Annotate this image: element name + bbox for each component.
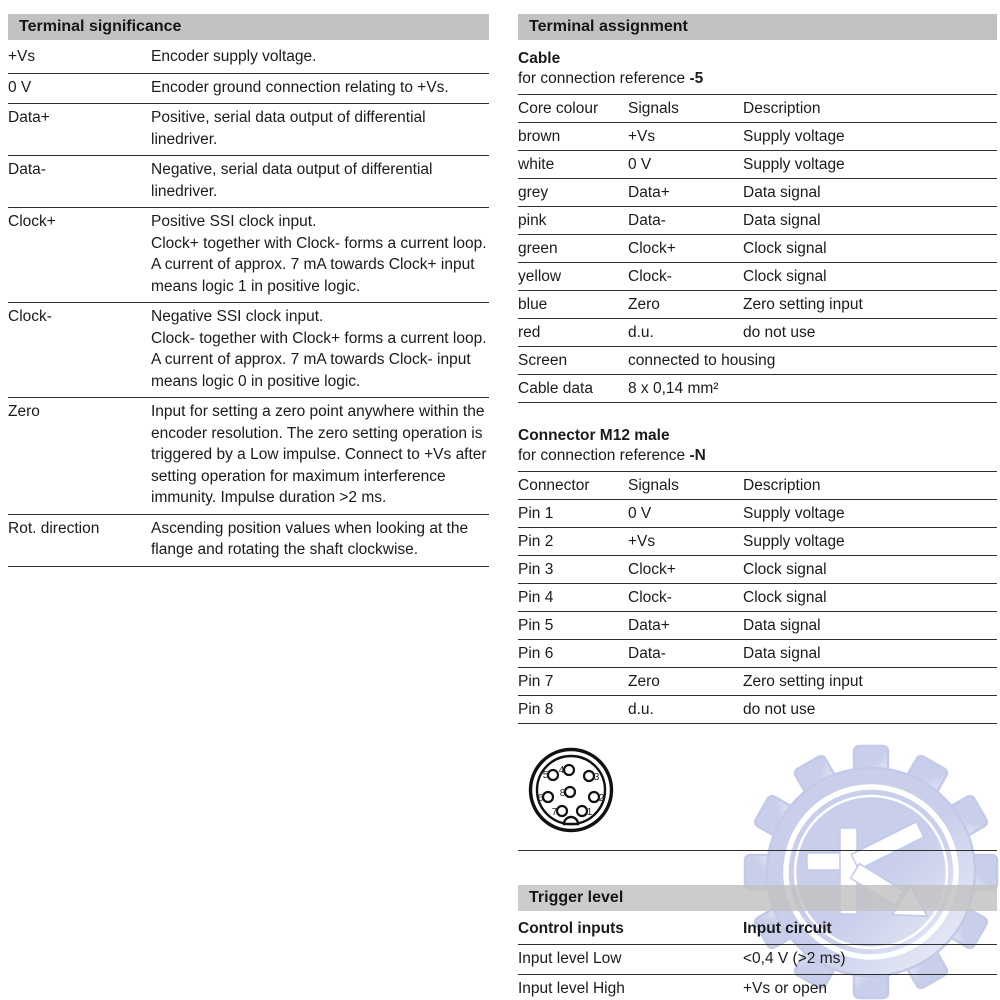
table-row <box>518 347 997 375</box>
terminal-description: Input for setting a zero point anywhere within the encoder resolution. The zero setting operation is triggered by a Low impulse. Connect to +Vs after setting operation for maximum interference immunity. Impulse duration >2 ms. <box>151 398 489 515</box>
table-row <box>518 235 997 263</box>
table-row <box>518 179 997 207</box>
pin-number-label: 1 <box>586 807 593 818</box>
table-row <box>518 375 997 403</box>
pin-number-label: 2 <box>598 793 605 804</box>
signal-cell: Clock- <box>628 263 743 291</box>
pin-cell: Pin 2 <box>518 528 628 556</box>
table-row <box>518 500 997 528</box>
pin-cell: Pin 3 <box>518 556 628 584</box>
table-row <box>518 945 997 975</box>
screen-label: Screen <box>518 347 628 375</box>
table-row <box>518 528 997 556</box>
table-row <box>518 584 997 612</box>
description-cell: Clock signal <box>743 263 997 291</box>
table-row <box>518 612 997 640</box>
table-row <box>518 151 997 179</box>
signal-cell: Data+ <box>628 179 743 207</box>
column-header: Description <box>743 95 997 123</box>
connector-subheading: for connection reference -N <box>518 447 706 464</box>
description-cell: Clock signal <box>743 584 997 612</box>
core-colour-cell: grey <box>518 179 628 207</box>
signal-cell: +Vs <box>628 528 743 556</box>
input-level-label: Input level Low <box>518 945 743 975</box>
core-colour-cell: pink <box>518 207 628 235</box>
cable-data-value: 8 x 0,14 mm² <box>628 375 997 403</box>
core-colour-cell: white <box>518 151 628 179</box>
description-cell: Data signal <box>743 640 997 668</box>
description-cell: Supply voltage <box>743 151 997 179</box>
table-row <box>518 975 997 1000</box>
pin-cell: Pin 1 <box>518 500 628 528</box>
description-cell: Data signal <box>743 612 997 640</box>
cable-subheading: for connection reference -5 <box>518 70 704 87</box>
terminal-description: Positive, serial data output of differential linedriver. <box>151 104 489 156</box>
core-colour-cell: brown <box>518 123 628 151</box>
connector-table <box>518 471 997 724</box>
signal-cell: Clock+ <box>628 556 743 584</box>
trigger-level-table <box>518 915 997 1000</box>
pin-6 <box>543 792 553 802</box>
terminal-description: Negative, serial data output of differential linedriver. <box>151 156 489 208</box>
signal-cell: 0 V <box>628 151 743 179</box>
pin-number-label: 8 <box>559 788 566 799</box>
description-cell: Clock signal <box>743 556 997 584</box>
connector-subsection <box>518 426 997 724</box>
section-header-terminal-significance: Terminal significance <box>8 14 489 40</box>
table-row <box>518 556 997 584</box>
section-divider <box>518 850 997 851</box>
terminal-name: Rot. direction <box>8 514 151 566</box>
signal-cell: Zero <box>628 668 743 696</box>
terminal-name: Zero <box>8 398 151 515</box>
m12-connector-pinout-diagram <box>518 745 630 841</box>
table-header-row <box>518 472 997 500</box>
pin-number-label: 6 <box>537 793 544 804</box>
terminal-assignment-section <box>518 14 997 1000</box>
table-row <box>518 319 997 347</box>
table-row <box>518 207 997 235</box>
input-level-label: Input level High <box>518 975 743 1000</box>
signal-cell: Clock+ <box>628 235 743 263</box>
signal-cell: Clock- <box>628 584 743 612</box>
terminal-description: Encoder ground connection relating to +Vs. <box>151 73 489 104</box>
table-row <box>518 696 997 724</box>
column-header: Core colour <box>518 95 628 123</box>
signal-cell: +Vs <box>628 123 743 151</box>
core-colour-cell: green <box>518 235 628 263</box>
table-row <box>8 208 489 303</box>
pin-cell: Pin 8 <box>518 696 628 724</box>
signal-cell: Data- <box>628 207 743 235</box>
table-header-row <box>518 95 997 123</box>
cable-table <box>518 94 997 403</box>
table-header-row <box>518 915 997 945</box>
description-cell: do not use <box>743 319 997 347</box>
terminal-description: Encoder supply voltage. <box>151 43 489 73</box>
table-row <box>518 291 997 319</box>
description-cell: Supply voltage <box>743 123 997 151</box>
input-circuit-value: +Vs or open <box>743 975 997 1000</box>
pin-cell: Pin 5 <box>518 612 628 640</box>
description-cell: Zero setting input <box>743 668 997 696</box>
pin-8 <box>565 787 575 797</box>
section-header-terminal-assignment: Terminal assignment <box>518 14 997 40</box>
description-cell: Data signal <box>743 179 997 207</box>
pin-4 <box>564 765 574 775</box>
description-cell: Supply voltage <box>743 500 997 528</box>
signal-cell: d.u. <box>628 319 743 347</box>
pin-number-label: 3 <box>593 772 600 783</box>
table-row <box>518 640 997 668</box>
connection-reference: -N <box>689 447 706 464</box>
terminal-description: Positive SSI clock input. Clock+ together with Clock- forms a current loop. A current of approx. 7 mA towards Clock+ input means logic 1 in positive logic. <box>151 208 489 303</box>
pin-cell: Pin 6 <box>518 640 628 668</box>
column-header: Signals <box>628 472 743 500</box>
section-header-trigger-level: Trigger level <box>518 885 997 911</box>
table-row <box>8 104 489 156</box>
terminal-description: Negative SSI clock input. Clock- together with Clock+ forms a current loop. A current of approx. 7 mA towards Clock- input means logic 0 in positive logic. <box>151 303 489 398</box>
terminal-name: Data- <box>8 156 151 208</box>
cable-heading: Cable <box>518 50 561 67</box>
input-circuit-value: <0,4 V (>2 ms) <box>743 945 997 975</box>
pin-5 <box>548 770 558 780</box>
pin-number-label: 4 <box>558 765 565 776</box>
terminal-name: Clock- <box>8 303 151 398</box>
core-colour-cell: blue <box>518 291 628 319</box>
pin-number-label: 7 <box>551 807 558 818</box>
column-header: Signals <box>628 95 743 123</box>
pin-2 <box>589 792 599 802</box>
description-cell: Clock signal <box>743 235 997 263</box>
pin-7 <box>557 806 567 816</box>
screen-value: connected to housing <box>628 347 997 375</box>
column-header: Input circuit <box>743 915 997 945</box>
terminal-significance-table <box>8 43 489 567</box>
table-row <box>8 73 489 104</box>
description-cell: Zero setting input <box>743 291 997 319</box>
column-header: Control inputs <box>518 915 743 945</box>
signal-cell: d.u. <box>628 696 743 724</box>
table-row <box>8 303 489 398</box>
pin-cell: Pin 4 <box>518 584 628 612</box>
table-row <box>518 123 997 151</box>
terminal-description: Ascending position values when looking at the flange and rotating the shaft clockwise. <box>151 514 489 566</box>
terminal-name: 0 V <box>8 73 151 104</box>
connector-heading: Connector M12 male <box>518 427 670 444</box>
pin-number-label: 5 <box>542 770 549 781</box>
table-row <box>8 514 489 566</box>
description-cell: Supply voltage <box>743 528 997 556</box>
column-header: Connector <box>518 472 628 500</box>
signal-cell: 0 V <box>628 500 743 528</box>
signal-cell: Data- <box>628 640 743 668</box>
pin-cell: Pin 7 <box>518 668 628 696</box>
signal-cell: Data+ <box>628 612 743 640</box>
cable-data-label: Cable data <box>518 375 628 403</box>
terminal-name: Clock+ <box>8 208 151 303</box>
core-colour-cell: red <box>518 319 628 347</box>
signal-cell: Zero <box>628 291 743 319</box>
table-row <box>8 156 489 208</box>
core-colour-cell: yellow <box>518 263 628 291</box>
table-row <box>518 668 997 696</box>
table-row <box>8 43 489 73</box>
table-row <box>8 398 489 515</box>
pin-1 <box>577 806 587 816</box>
column-header: Description <box>743 472 997 500</box>
table-row <box>518 263 997 291</box>
description-cell: do not use <box>743 696 997 724</box>
cable-subsection <box>518 49 997 403</box>
connection-reference: -5 <box>689 70 704 87</box>
terminal-name: +Vs <box>8 43 151 73</box>
terminal-name: Data+ <box>8 104 151 156</box>
description-cell: Data signal <box>743 207 997 235</box>
terminal-significance-section <box>8 14 489 567</box>
pin-3 <box>584 771 594 781</box>
